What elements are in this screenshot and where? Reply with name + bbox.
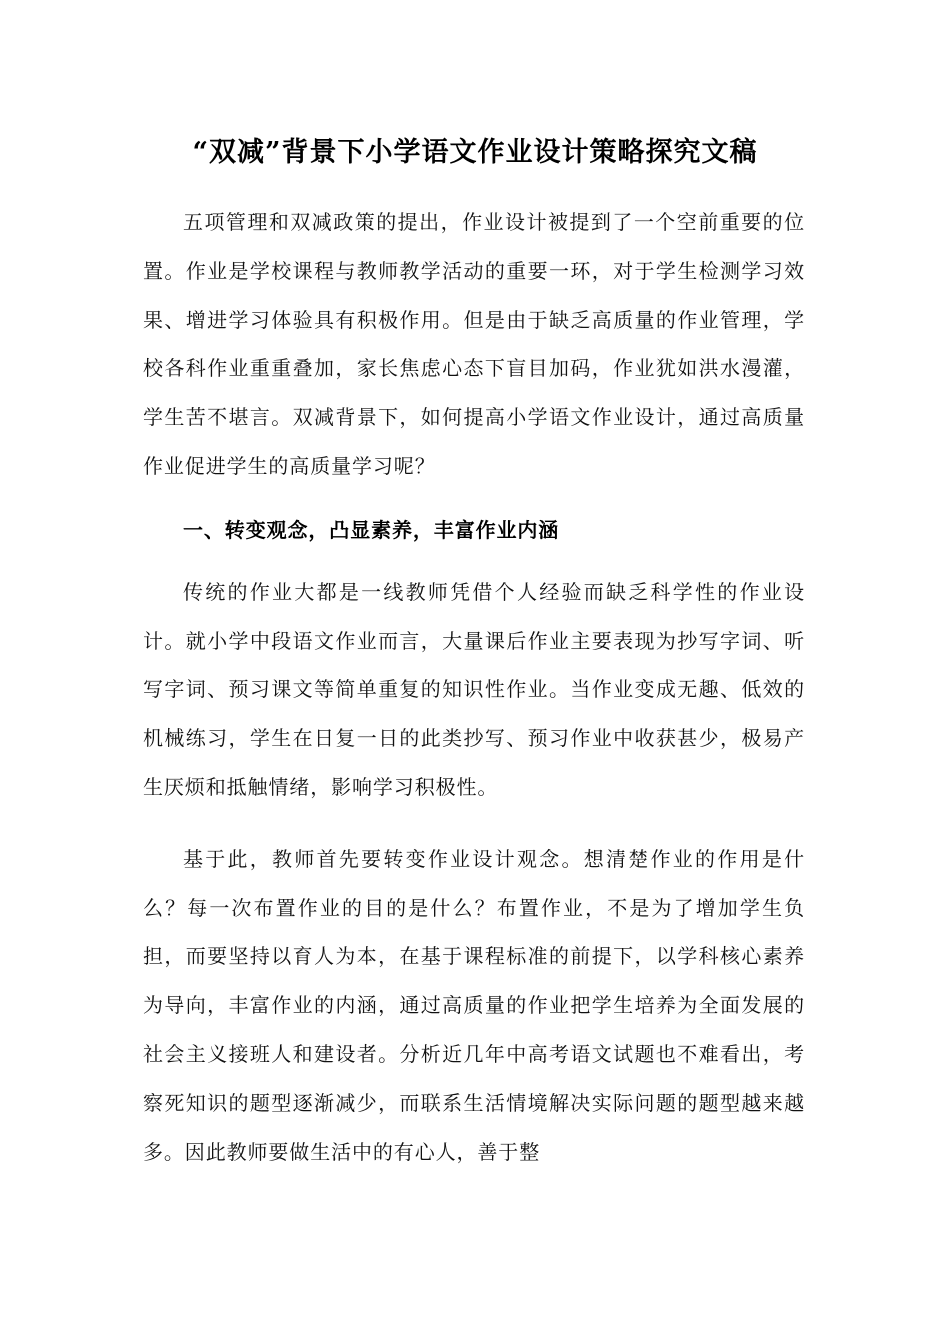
section-paragraph: 基于此，教师首先要转变作业设计观念。想清楚作业的作用是什么？每一次布置作业的目的是什么？布置作业，不是为了增加学生负担，而要坚持以育人为本，在基于课程标准的前提下，以学科核心素养为导向，丰富作业的内涵，通过高质量的作业把学生培养为全面发展的社会主义接班人和建设者。分析近几年中高考语文试题也不难看出，考察死知识的题型逐渐减少，而联系生活情境解决实际问题的题型越来越多。因此教师要做生活中的有心人，善于整 (143, 846, 805, 1164)
intro-paragraph: 五项管理和双减政策的提出，作业设计被提到了一个空前重要的位置。作业是学校课程与教师教学活动的重要一环，对于学生检测学习效果、增进学习体验具有积极作用。但是由于缺乏高质量的作业管理，学校各科作业重重叠加，家长焦虑心态下盲目加码，作业犹如洪水漫灌，学生苦不堪言。双减背景下，如何提高小学语文作业设计，通过高质量作业促进学生的高质量学习呢？ (143, 210, 805, 478)
document-title: “双减”背景下小学语文作业设计策略探究文稿 (192, 137, 758, 168)
document-body (143, 198, 805, 1176)
section-paragraph: 传统的作业大都是一线教师凭借个人经验而缺乏科学性的作业设计。就小学中段语文作业而言，大量课后作业主要表现为抄写字词、听写字词、预习课文等简单重复的知识性作业。当作业变成无趣、低效的机械练习，学生在日复一日的此类抄写、预习作业中收获甚少，极易产生厌烦和抵触情绪，影响学习积极性。 (143, 579, 805, 799)
section-heading: 一、转变观念，凸显素养，丰富作业内涵 (183, 517, 560, 542)
